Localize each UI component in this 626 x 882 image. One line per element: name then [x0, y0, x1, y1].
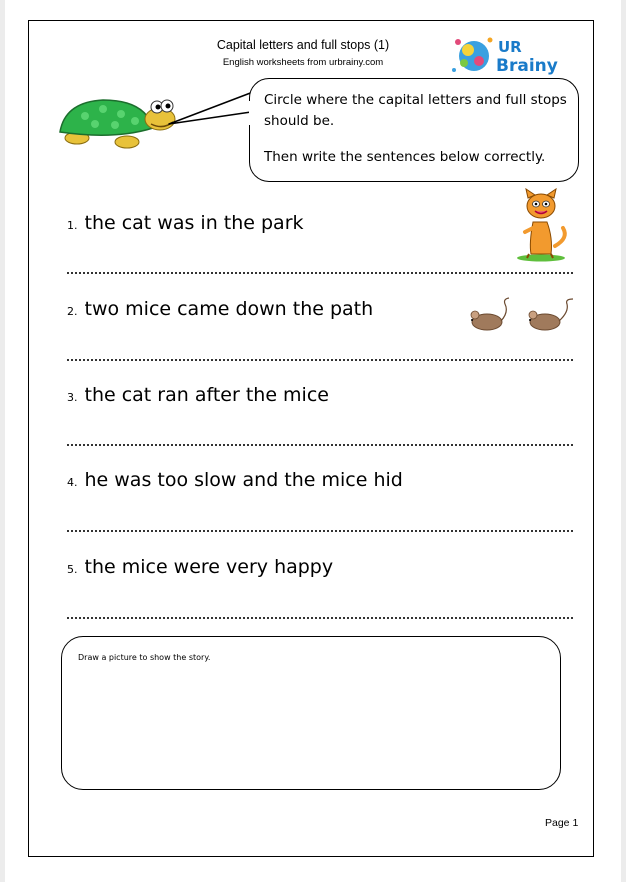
- writing-line-5[interactable]: [67, 617, 573, 619]
- writing-line-3[interactable]: [67, 444, 573, 446]
- sentence-2: [67, 298, 373, 328]
- page-number: Page 1: [545, 817, 579, 829]
- sentence-1: [67, 212, 304, 242]
- worksheet-page: [5, 0, 621, 882]
- instruction-text-2: Then write the sentences below correctly.: [264, 149, 546, 165]
- sentence-number: 4.: [67, 476, 78, 489]
- writing-line-4[interactable]: [67, 530, 573, 532]
- sentence-5: [67, 556, 333, 586]
- logo-ur-text: UR: [498, 38, 522, 56]
- sentence-text: the cat ran after the mice: [84, 384, 329, 406]
- sentence-number: 1.: [67, 219, 78, 232]
- worksheet-subtitle: English worksheets from urbrainy.com: [222, 57, 384, 68]
- sentence-3: [67, 384, 329, 414]
- sentence-4: [67, 469, 403, 499]
- drawing-area[interactable]: [61, 636, 561, 790]
- writing-line-2[interactable]: [67, 359, 573, 361]
- bubble-tail-cover: [243, 100, 255, 126]
- sentence-number: 5.: [67, 563, 78, 576]
- instruction-text-1: Circle where the capital letters and full stops should be.: [264, 92, 567, 129]
- sentence-text: he was too slow and the mice hid: [84, 469, 403, 491]
- sentence-number: 3.: [67, 391, 78, 404]
- sentence-text: the mice were very happy: [84, 556, 334, 578]
- sentence-text: two mice came down the path: [84, 298, 374, 320]
- writing-line-1[interactable]: [67, 272, 573, 274]
- cat-illustration: [511, 188, 571, 263]
- logo-brainy-text: Brainy: [496, 56, 558, 76]
- drawing-area-label: Draw a picture to show the story.: [78, 653, 211, 662]
- mice-illustration: [465, 296, 580, 334]
- instruction-bubble: [249, 78, 579, 182]
- worksheet-title: Capital letters and full stops (1): [216, 38, 390, 52]
- sentence-number: 2.: [67, 305, 78, 318]
- urbrainy-logo: [446, 30, 566, 80]
- sentence-text: the cat was in the park: [84, 212, 304, 234]
